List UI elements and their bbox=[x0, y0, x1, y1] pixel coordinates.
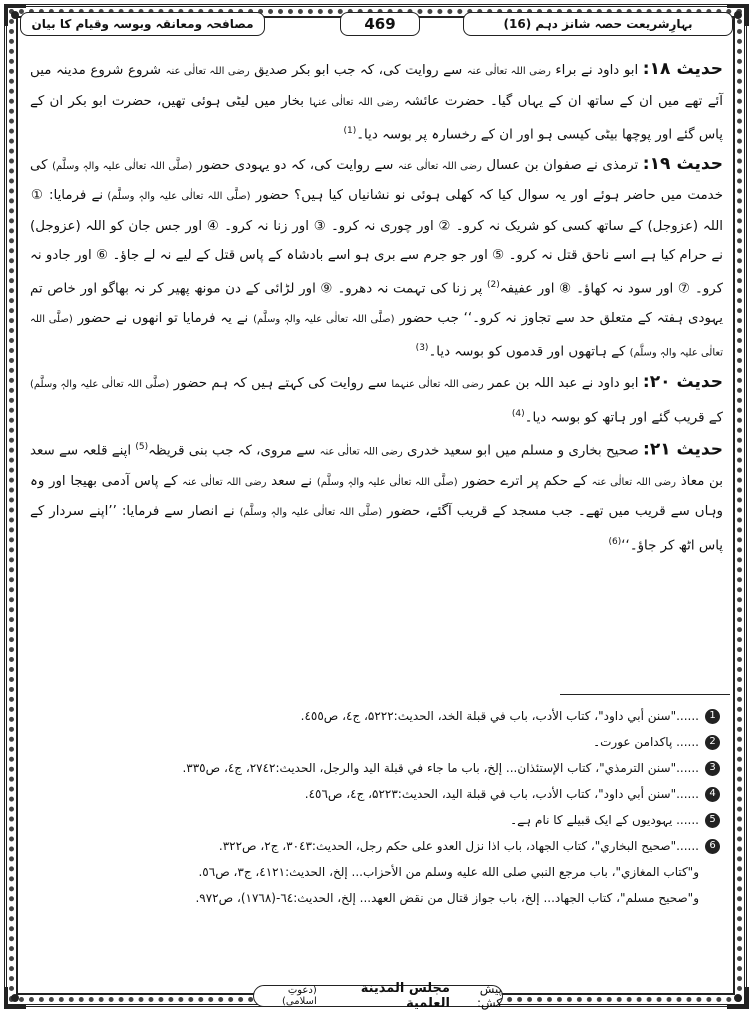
footnote-marker: (1) bbox=[343, 126, 357, 136]
body-text: نے سعد bbox=[266, 473, 317, 489]
honorific-text: رضی اللہ تعالٰی عنہ bbox=[319, 446, 403, 458]
honorific-text: رضی اللہ تعالٰی عنہ bbox=[397, 160, 482, 172]
footnotes bbox=[40, 703, 720, 911]
footnote-marker: (5) bbox=[135, 441, 149, 452]
publisher-suffix: (دعوتِ اسلامی) bbox=[282, 985, 317, 1007]
body-text: شروع شروع مدینہ میں آئے تھے میں ان کے ساتھ ان کے یہاں گیا۔ حضرت عائشہ bbox=[30, 63, 723, 109]
body-text: سے روایت کی، کہ دو یہودی حضور bbox=[192, 157, 398, 173]
hadith-heading: حدیث ۲۱: bbox=[643, 439, 723, 460]
footnote-number-icon: 6 bbox=[705, 839, 720, 854]
body-text: نے فرمایا: ① اللہ (عزوجل) کے ساتھ کسی کو شریک نہ کرو۔ ② اور چوری نہ کرو۔ ③ اور زنا نہ کرو۔ ④ اور جس جان کو اللہ (عزوجل) نے حرام کیا ہے اسے ناحق قتل نہ کرو۔ ⑤ اور جو جرم سے بری ہو اسے بادشاہ کے پاس قتل کے لیے نہ لے جاؤ۔ ⑥ اور جادو نہ کرو۔ ⑦ اور سود نہ کھاؤ۔ ⑧ اور عفیفہ bbox=[30, 188, 723, 297]
body-text: ابو داود نے براء bbox=[550, 63, 639, 78]
footnote-number-icon: 1 bbox=[705, 709, 720, 724]
body-text: کی خدمت میں حاضر ہوئے اور یہ سوال کیا کہ کھلی ہوئی نو نشانیاں کیا ہیں؟ حضور bbox=[30, 157, 723, 204]
corner-ornament-icon bbox=[725, 985, 751, 1011]
honorific-text: رضی اللہ تعالٰی عنہ bbox=[466, 66, 551, 77]
footnote-separator bbox=[560, 694, 730, 695]
footnote-marker: (6) bbox=[608, 536, 622, 547]
main-text bbox=[30, 55, 723, 561]
footnote-text: ...... یہودیوں کے ایک قبیلے کا نام ہے۔ bbox=[510, 813, 699, 827]
hadith-heading: حدیث ۱۸: bbox=[642, 59, 723, 79]
hadith-paragraph bbox=[30, 368, 723, 432]
body-text: کے ہاتھوں اور قدموں کو بوسہ دیا۔ bbox=[428, 344, 630, 360]
body-text: پر زنا کی تہمت نہ دھرو۔ ⑨ اور لڑائی کے دن مونھ پھیر کر نہ بھاگو اور خاص تم یہودی ہفتہ کے متعلق حد سے تجاوز نہ کرو۔‘‘ جب حضور bbox=[30, 281, 723, 326]
body-text: نے انصار سے فرمایا: ’’اپنے سردار کے پاس اٹھ کر جاؤ۔‘‘ bbox=[30, 504, 723, 554]
page-number: 469 bbox=[340, 12, 420, 36]
body-text: کے قریب گئے اور ہاتھ کو بوسہ دیا۔ bbox=[524, 410, 723, 426]
honorific-text: (صلَّی اللہ تعالٰی علیہ والہٖ وسلَّم) bbox=[30, 313, 723, 359]
publisher-name: مجلس المدينة العلمية bbox=[360, 981, 450, 1011]
footnote-continuation: و"كتاب المغازي"، باب مرجع النبي صلى الله عليه وسلم من الأحزاب... إلخ، الحديث:٤١٢١، ج٣، ص٥٦. bbox=[198, 865, 699, 879]
body-text: سے روایت کی، کہ جب ابو بکر صدیق bbox=[249, 63, 467, 78]
footnote-item bbox=[40, 703, 720, 729]
honorific-text: رضی اللہ تعالٰی عنہا bbox=[309, 96, 399, 108]
honorific-text: (صلَّی اللہ تعالٰی علیہ والہٖ وسلَّم) bbox=[253, 313, 395, 325]
body-text: اپنے قلعہ سے سعد بن معاذ bbox=[30, 443, 723, 489]
hadith-paragraph bbox=[30, 433, 723, 561]
honorific-text: رضی اللہ تعالٰی عنہما bbox=[391, 379, 484, 391]
footnote-marker: (3) bbox=[415, 343, 429, 354]
honorific-text: رضی اللہ تعالٰی عنہ bbox=[591, 476, 677, 488]
footnote-text: ...... پاکدامن عورت۔ bbox=[593, 735, 699, 749]
publisher-badge bbox=[253, 981, 503, 1011]
footnote-item bbox=[40, 807, 720, 833]
book-title: بہارِشریعت حصہ شانز دہم (16) bbox=[463, 12, 733, 36]
honorific-text: (صلَّی اللہ تعالٰی علیہ والہٖ وسلَّم) bbox=[30, 379, 170, 391]
page-header bbox=[20, 12, 733, 38]
hadith-heading: حدیث ۲۰: bbox=[642, 372, 723, 393]
publisher-prefix: پیش کش: bbox=[476, 982, 502, 1010]
footnote-number-icon: 2 bbox=[705, 735, 720, 750]
body-text: ترمذی نے صفوان بن عسال bbox=[481, 157, 639, 173]
body-text: ابو داود نے عبد اللہ بن عمر bbox=[483, 376, 639, 392]
body-text: کے پاس آدمی بھیجا اور وہ وہاں سے قریب میں تھے۔ جب مسجد کے قریب آگئے، حضور bbox=[30, 473, 723, 520]
honorific-text: رضی اللہ تعالٰی عنہ bbox=[165, 66, 250, 77]
footnote-continuation: و"صحيح مسلم"، كتاب الجهاد... إلخ، باب جواز قتال من نقض العهد... إلخ، الحديث:٦٤-(١٧٦٨)، ص٩٧٢. bbox=[195, 891, 699, 905]
body-text: کے حکم پر اترے حضور bbox=[457, 473, 592, 489]
chapter-title: مصافحہ ومعانقہ وبوسہ وقیام کا بیان bbox=[20, 12, 265, 36]
body-text: بخار میں لیٹی ہوئی تھیں، حضرت ابو بکر ان کے پاس گئے اور پوچھا بیٹی کیسی ہو اور ان کے رخسارہ پر بوسہ دیا۔ bbox=[30, 93, 723, 143]
footnote-text: ......"سنن أبي داود"، كتاب الأدب، باب في قبلة اليد، الحديث:۵۲۲۳، ج٤، ص٤٥٦. bbox=[304, 787, 699, 801]
honorific-text: (صلَّی اللہ تعالٰی علیہ والہٖ وسلَّم) bbox=[107, 191, 251, 203]
honorific-text: (صلَّی اللہ تعالٰی علیہ والہٖ وسلَّم) bbox=[239, 507, 383, 519]
footnote-item bbox=[40, 781, 720, 807]
footnote-item bbox=[40, 729, 720, 755]
footnote-item bbox=[40, 833, 720, 859]
footnote-text: ......"سنن أبي داود"، كتاب الأدب، باب في قبلة الخد، الحديث:۵۲۲۲، ج٤، ص٤٥٥. bbox=[300, 709, 699, 723]
hadith-paragraph bbox=[30, 150, 723, 368]
body-text: سے مروی، کہ جب بنی قریظہ bbox=[148, 443, 320, 459]
footnote-number-icon: 3 bbox=[705, 761, 720, 776]
corner-ornament-icon bbox=[2, 985, 28, 1011]
body-text: صحیح بخاری و مسلم میں ابو سعید خدری bbox=[402, 443, 639, 459]
hadith-paragraph bbox=[30, 55, 723, 150]
hadith-heading: حدیث ۱۹: bbox=[642, 153, 723, 174]
footnote-text: ......"سنن الترمذي"، كتاب الإستئذان... إلخ، باب ما جاء في قبلة اليد والرجل، الحديث:۲۷٤۲، ج٤، ص٣٣٥. bbox=[182, 761, 699, 775]
honorific-text: رضی اللہ تعالٰی عنہ bbox=[182, 476, 267, 488]
footnote-marker: (4) bbox=[511, 408, 525, 419]
footnote-marker: (2) bbox=[486, 279, 500, 290]
body-text: نے یہ فرمایا تو انھوں نے حضور bbox=[72, 310, 254, 326]
honorific-text: (صلَّی اللہ تعالٰی علیہ والہٖ وسلَّم) bbox=[52, 160, 193, 172]
footnote-text: ......"صحيح البخاري"، كتاب الجهاد، باب اذا نزل العدو على حكم رجل، الحديث:٣٠٤٣، ج٢، ص٣٢٢. bbox=[218, 839, 699, 853]
footnote-item bbox=[40, 755, 720, 781]
honorific-text: (صلَّی اللہ تعالٰی علیہ والہٖ وسلَّم) bbox=[316, 476, 458, 488]
footnote-number-icon: 4 bbox=[705, 787, 720, 802]
footnote-number-icon: 5 bbox=[705, 813, 720, 828]
body-text: سے روایت کی کہتے ہیں کہ ہم حضور bbox=[169, 376, 392, 392]
